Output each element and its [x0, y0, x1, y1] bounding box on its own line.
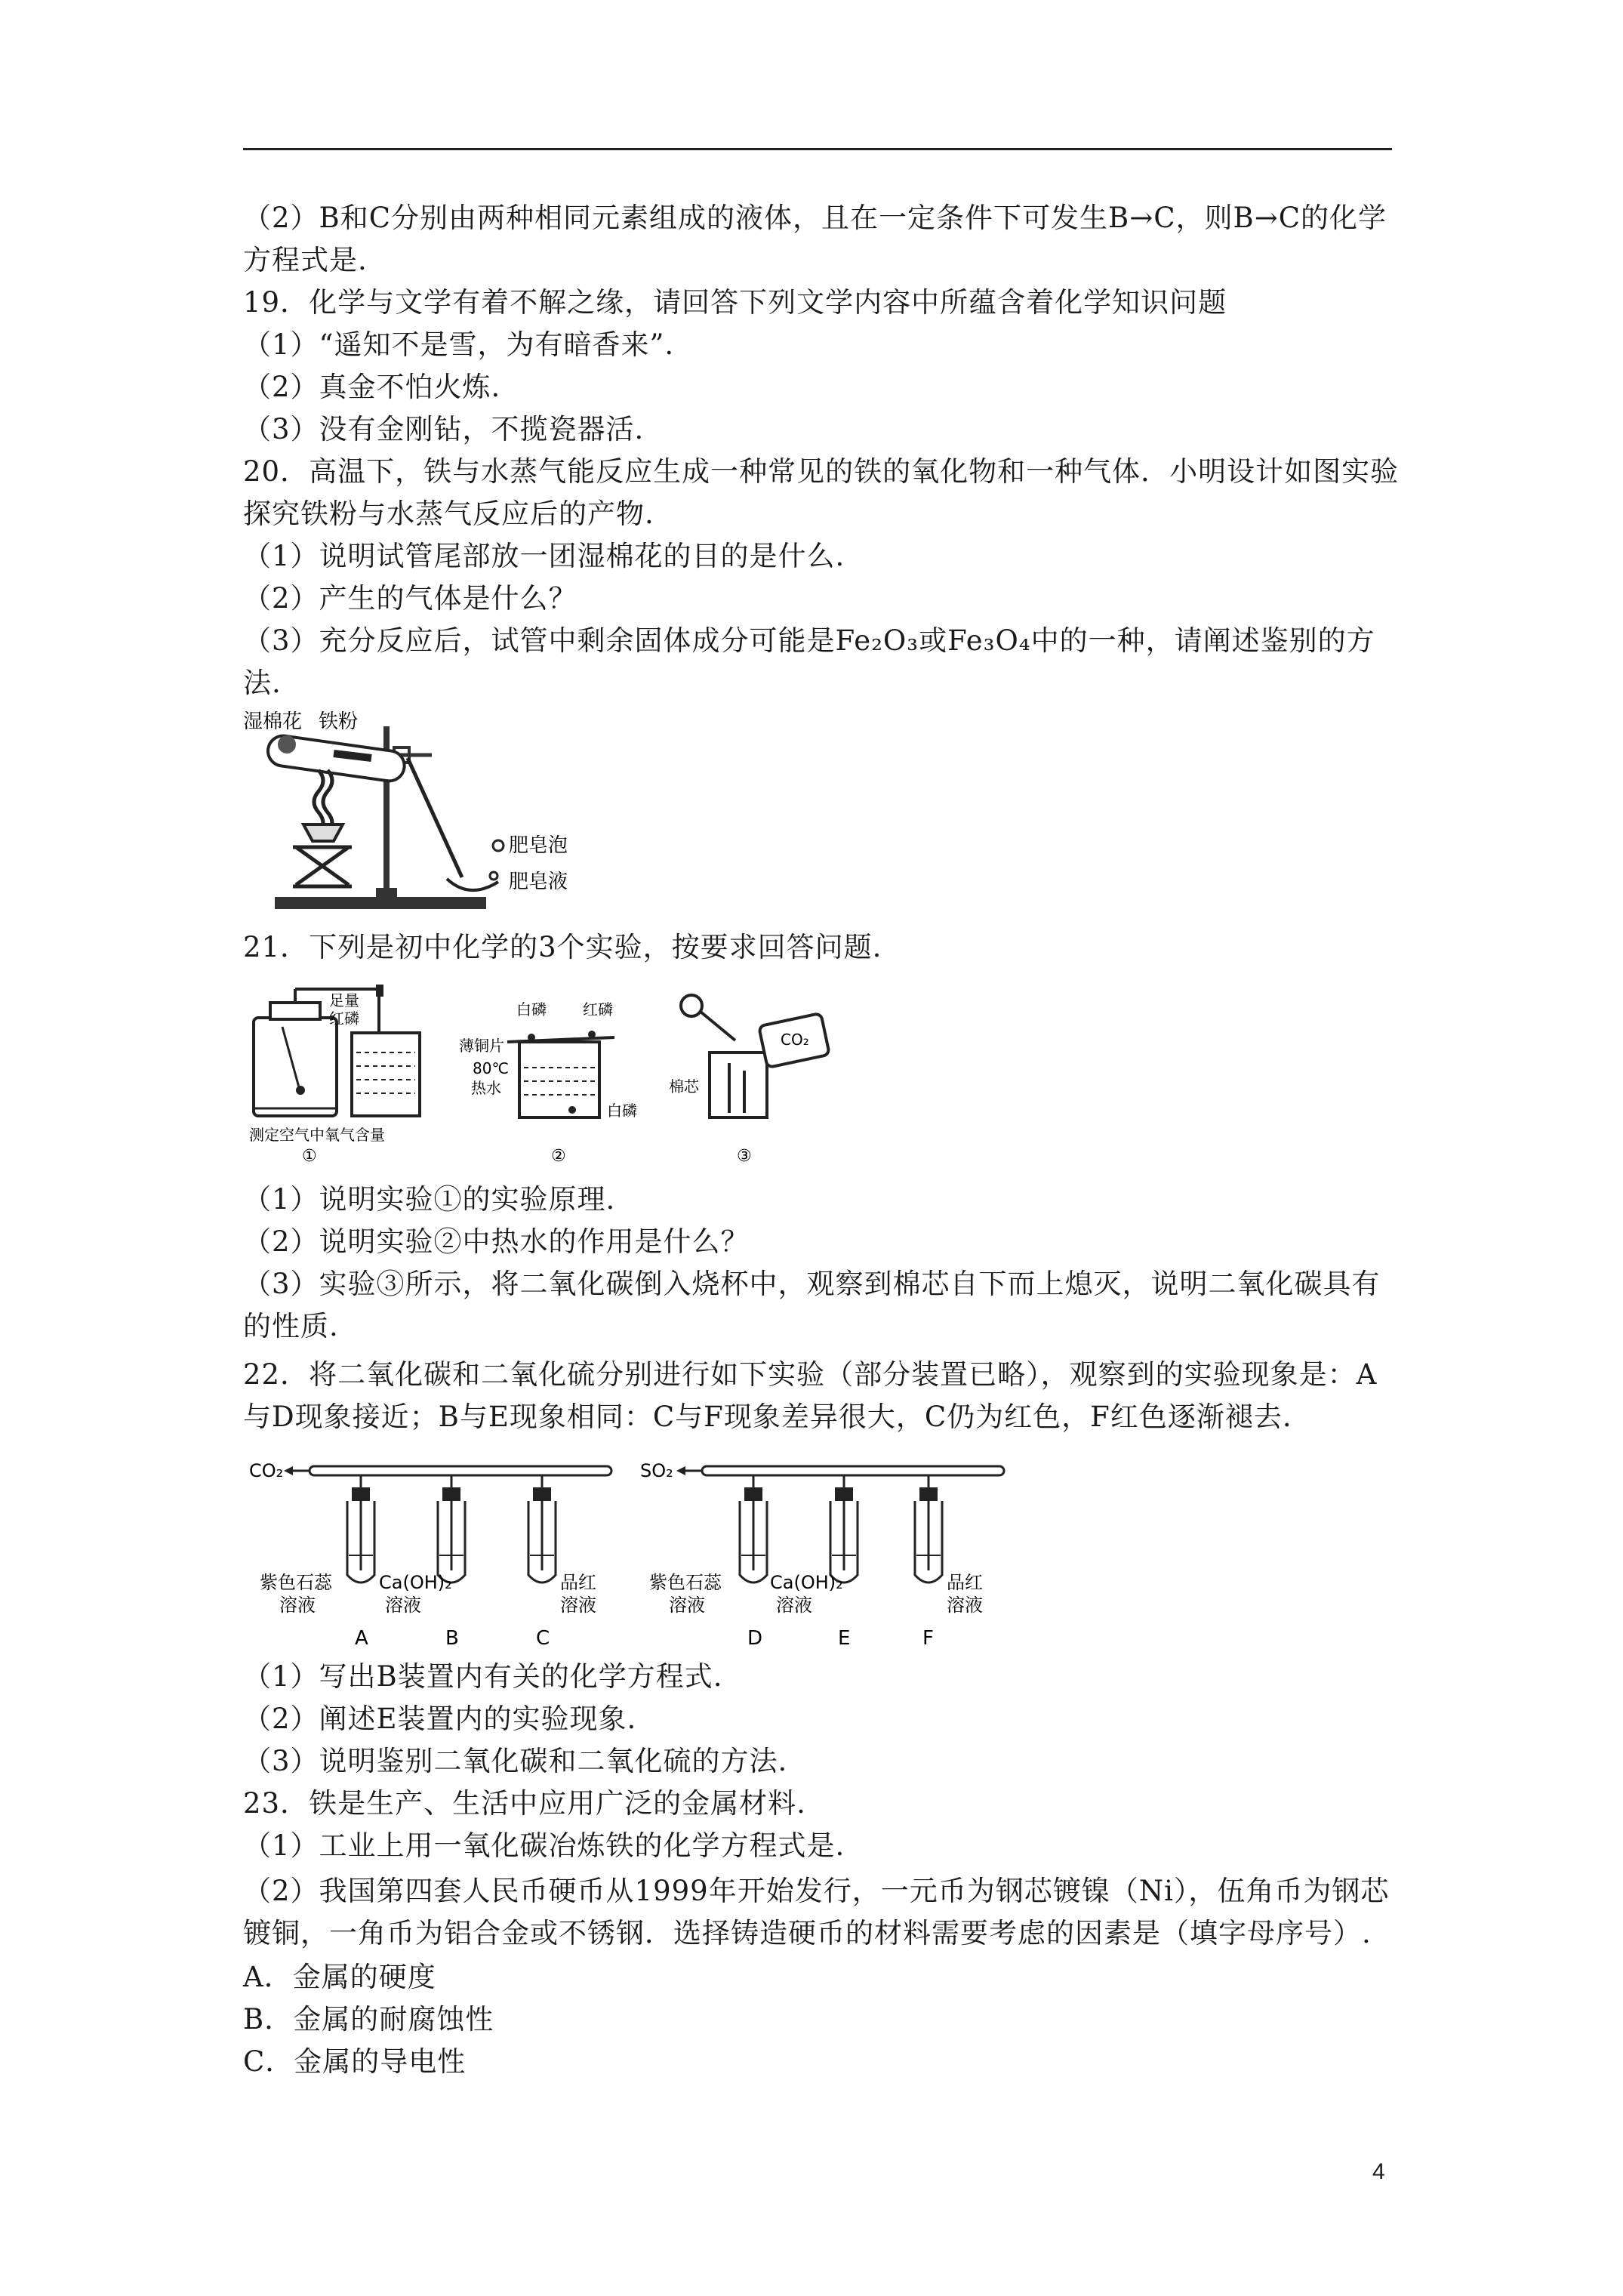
text-line: （1）工业上用一氧化碳冶炼铁的化学方程式是. — [243, 1829, 845, 1862]
reagent-pinkred-solution: 溶液 — [560, 1595, 596, 1616]
figure-co2-so2-tubes — [249, 1450, 1027, 1653]
tube-label: F — [922, 1627, 934, 1650]
text-line: （3）充分反应后，试管中剩余固体成分可能是Fe₂O₃或Fe₃O₄中的一种，请阐述鉴别的方 — [243, 624, 1375, 657]
text-line: （2）说明实验②中热水的作用是什么？ — [243, 1225, 750, 1258]
label-copper-sheet: 薄铜片 — [459, 1037, 504, 1055]
question-22-stem: 22．将二氧化碳和二氧化硫分别进行如下实验（部分装置已略），观察到的实验现象是：A — [243, 1358, 1378, 1391]
tube-label: D — [747, 1627, 763, 1650]
text-line: （1）说明试管尾部放一团湿棉花的目的是什么. — [243, 540, 845, 572]
exp-2-number: ② — [551, 1147, 566, 1166]
text-line: （2）产生的气体是什么？ — [243, 582, 577, 615]
label-soap-solution: 肥皂液 — [509, 871, 568, 893]
tube-E — [830, 1475, 858, 1583]
label-red-phosphorus: 红磷 — [329, 1009, 359, 1028]
text-line: （1）说明实验①的实验原理. — [243, 1183, 616, 1216]
text-line: （1）写出B装置内有关的化学方程式. — [243, 1660, 723, 1693]
text-line: （3）没有金刚钻，不揽瓷器活. — [243, 413, 645, 445]
label-white-phosphorus-top: 白磷 — [516, 1000, 547, 1019]
text-line: 法. — [243, 667, 282, 699]
reagent-litmus: 紫色石蕊 — [260, 1572, 332, 1593]
question-23-stem: 23．铁是生产、生活中应用广泛的金属材料. — [243, 1787, 806, 1820]
label-white-phosphorus-bottom: 白磷 — [607, 1102, 637, 1120]
exp-1-number: ① — [302, 1147, 317, 1166]
label-red-phosphorus-2: 红磷 — [583, 1000, 613, 1019]
text-line: 镀铜，一角币为铝合金或不锈钢．选择铸造硬币的材料需要考虑的因素是（填字母序号）. — [243, 1917, 1372, 1949]
text-line: （2）阐述E装置内的实验现象. — [243, 1703, 637, 1735]
label-hot-water: 热水 — [471, 1079, 501, 1097]
tube-B — [438, 1475, 465, 1583]
reagent-caoh2-solution: 溶液 — [385, 1595, 421, 1616]
reagent-pinkred: 品红 — [947, 1572, 983, 1593]
text-line: （3）说明鉴别二氧化碳和二氧化硫的方法. — [243, 1745, 788, 1777]
tube-label: C — [536, 1627, 550, 1650]
reagent-caoh2-solution: 溶液 — [776, 1595, 812, 1616]
tube-F — [915, 1475, 942, 1583]
reagent-caoh2: Ca(OH)₂ — [379, 1572, 452, 1593]
tube-label: E — [838, 1627, 851, 1650]
tube-label: A — [355, 1627, 368, 1650]
label-temperature: 80℃ — [473, 1059, 509, 1077]
tube-A — [347, 1475, 374, 1583]
label-excess: 足量 — [329, 991, 359, 1009]
option-c: C．金属的导电性 — [243, 2045, 467, 2078]
reagent-pinkred: 品红 — [560, 1572, 596, 1593]
text-line: （1）“遥知不是雪，为有暗香来”. — [243, 328, 675, 361]
gas-label-left: CO₂ — [249, 1460, 284, 1481]
text-line: 方程式是. — [243, 244, 368, 276]
option-b: B．金属的耐腐蚀性 — [243, 2003, 494, 2036]
reagent-pinkred-solution: 溶液 — [947, 1595, 983, 1616]
label-co2-bottle: CO₂ — [781, 1031, 809, 1049]
exp-3-number: ③ — [737, 1147, 752, 1166]
reagent-litmus-solution: 溶液 — [279, 1595, 316, 1616]
gas-label-right: SO₂ — [640, 1460, 673, 1481]
question-19-stem: 19．化学与文学有着不解之缘，请回答下列文学内容中所蕴含着化学知识问题 — [243, 286, 1227, 319]
text-line: 与D现象接近；B与E现象相同：C与F现象差异很大，C仍为红色，F红色逐渐褪去. — [243, 1401, 1292, 1433]
figure-three-experiments — [246, 980, 850, 1169]
label-iron-powder: 铁粉 — [319, 711, 359, 733]
reagent-litmus-solution: 溶液 — [669, 1595, 705, 1616]
caption-exp-1: 测定空气中氧气含量 — [249, 1126, 385, 1144]
reagent-caoh2: Ca(OH)₂ — [770, 1572, 843, 1593]
text-line: （2）真金不怕火炼. — [243, 371, 501, 403]
text-line: 的性质. — [243, 1310, 339, 1342]
tube-D — [740, 1475, 767, 1583]
label-wick: 棉芯 — [669, 1077, 699, 1096]
tube-label: B — [445, 1627, 459, 1650]
label-wet-cotton: 湿棉花 — [243, 711, 303, 733]
text-line: 探究铁粉与水蒸气反应后的产物. — [243, 498, 654, 530]
reagent-litmus: 紫色石蕊 — [649, 1572, 722, 1593]
figure-iron-steam-apparatus — [243, 711, 666, 923]
text-line: （2）我国第四套人民币硬币从1999年开始发行，一元币为钢芯镀镍（Ni），伍角币为钢芯 — [243, 1875, 1390, 1907]
option-a: A．金属的硬度 — [243, 1961, 436, 1993]
label-soap-bubble: 肥皂泡 — [509, 834, 568, 857]
question-21-stem: 21．下列是初中化学的3个实验，按要求回答问题. — [243, 931, 882, 963]
text-line: （2）B和C分别由两种相同元素组成的液体，且在一定条件下可发生B→C，则B→C的化学 — [243, 202, 1387, 234]
header-rule — [243, 148, 1392, 150]
text-line: （3）实验③所示，将二氧化碳倒入烧杯中，观察到棉芯自下而上熄灭，说明二氧化碳具有 — [243, 1268, 1381, 1300]
tube-C — [528, 1475, 556, 1583]
page-number: 4 — [1372, 2159, 1385, 2184]
question-20-stem: 20．高温下，铁与水蒸气能反应生成一种常见的铁的氧化物和一种气体．小明设计如图实验 — [243, 455, 1400, 488]
